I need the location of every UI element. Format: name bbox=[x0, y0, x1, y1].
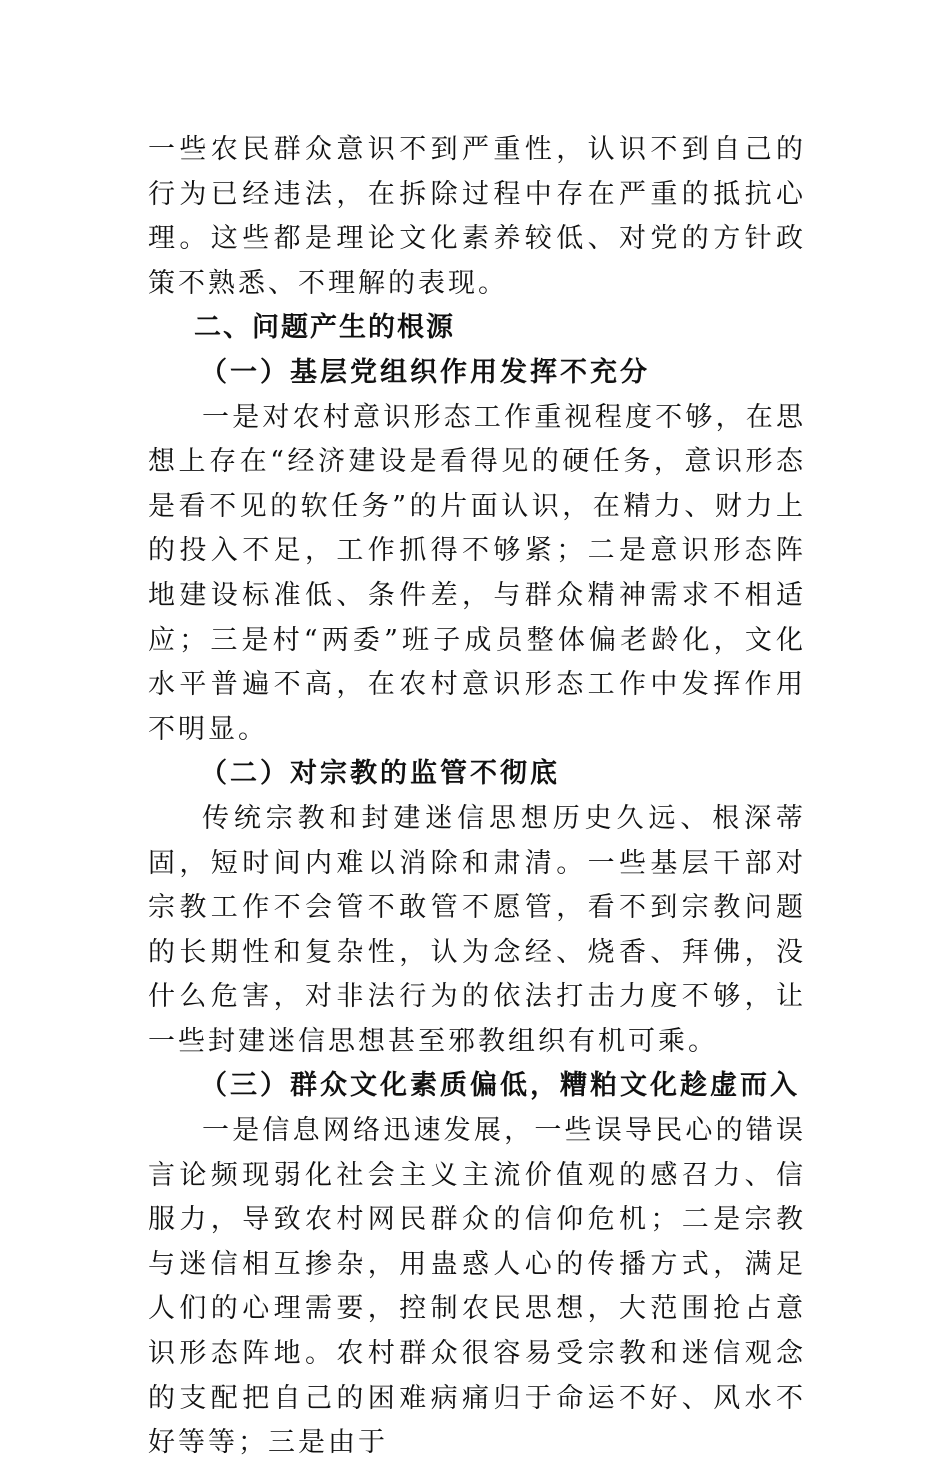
body-paragraph: 一是对农村意识形态工作重视程度不够，在思想上存在“经济建设是看得见的硬任务，意识形态是看不见的软任务”的片面认识，在精力、财力上的投入不足，工作抓得不够紧；二是意识形态阵地建设标准低、条件差，与群众精神需求不相适应；三是村“两委”班子成员整体偏老龄化，文化水平普遍不高，在农村意识形态工作中发挥作用不明显。 bbox=[148, 401, 806, 745]
body-paragraph-continued: 一些农民群众意识不到严重性，认识不到自己的行为已经违法，在拆除过程中存在严重的抵抗心理。这些都是理论文化素养较低、对党的方针政策不熟悉、不理解的表现。 bbox=[148, 134, 806, 299]
section-heading: 二、问题产生的根源 bbox=[194, 312, 455, 344]
subsection-heading-3: （三）群众文化素质偏低，糟粕文化趁虚而入 bbox=[200, 1070, 800, 1102]
subsection-heading-1: （一）基层党组织作用发挥不充分 bbox=[200, 356, 650, 388]
body-paragraph: 传统宗教和封建迷信思想历史久远、根深蒂固，短时间内难以消除和肃清。一些基层干部对宗教工作不会管不敢管不愿管，看不到宗教问题的长期性和复杂性，认为念经、烧香、拜佛，没什么危害，对非法行为的依法打击力度不够，让一些封建迷信思想甚至邪教组织有机可乘。 bbox=[148, 802, 806, 1057]
body-paragraph: 一是信息网络迅速发展，一些误导民心的错误言论频现弱化社会主义主流价值观的感召力、信服力，导致农村网民群众的信仰危机；二是宗教与迷信相互掺杂，用蛊惑人心的传播方式，满足人们的心理需要，控制农民思想，大范围抢占意识形态阵地。农村群众很容易受宗教和迷信观念的支配把自己的困难病痛归于命运不好、风水不好等等；三是由于 bbox=[148, 1115, 806, 1459]
subsection-heading-2: （二）对宗教的监管不彻底 bbox=[200, 758, 560, 790]
